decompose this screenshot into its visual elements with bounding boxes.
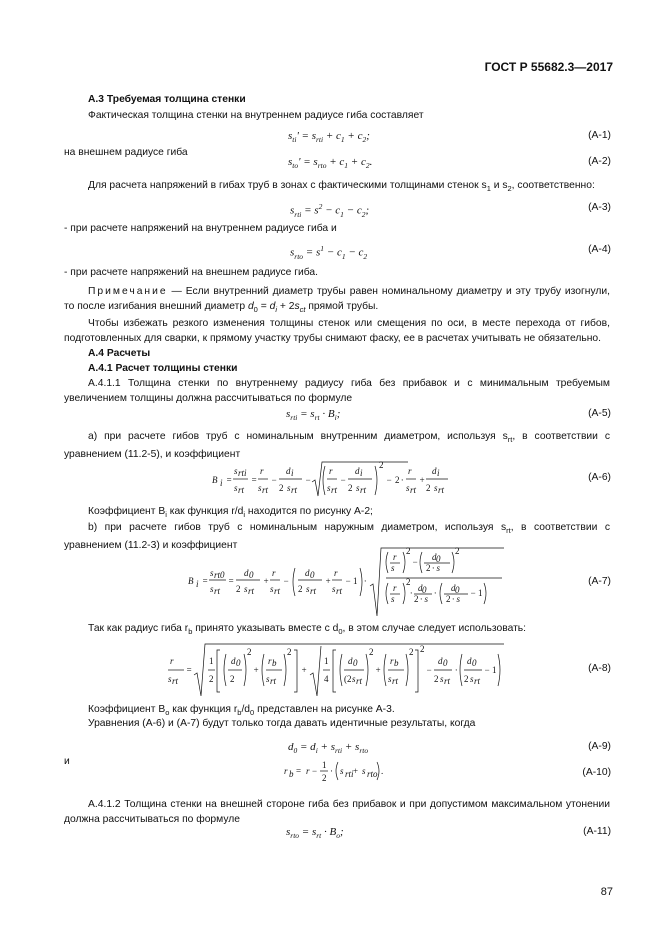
svg-text:1: 1 [209,656,214,666]
svg-text:r: r [170,656,174,666]
svg-text:rt: rt [270,676,277,686]
svg-text:=: = [226,475,233,485]
svg-text:(2: (2 [344,674,352,684]
svg-text:s: s [244,584,248,594]
svg-text:2: 2 [287,647,292,657]
svg-text:d: d [244,568,249,578]
svg-text:s: s [356,483,360,493]
svg-text:+: + [375,665,382,675]
svg-text:2: 2 [406,546,411,556]
equation-a5: $s_{rti} = s_{rt} \cdot B_i$; [286,408,341,423]
svg-text:rt: rt [444,676,451,686]
svg-text:0: 0 [249,570,254,580]
svg-text:1: 1 [492,665,497,675]
svg-text:s: s [234,483,238,493]
svg-text:·: · [364,576,367,586]
svg-text:2: 2 [236,584,241,594]
svg-text:4: 4 [324,674,329,684]
svg-text:rt: rt [438,485,445,495]
svg-text:2: 2 [322,773,327,783]
eq-number-a6: (A-6) [588,472,611,483]
equation-a10 [284,758,394,786]
svg-text:−: − [345,576,352,586]
svg-text:rt: rt [274,586,281,596]
svg-text:1: 1 [478,588,483,598]
svg-text:s: s [234,466,238,476]
svg-text:+: + [419,475,426,485]
equation-a6 [212,458,452,502]
svg-text:r: r [306,766,310,776]
svg-text:0: 0 [236,658,241,668]
svg-text:rt: rt [356,676,363,686]
svg-text:r: r [272,568,276,578]
equation-a3: $s_{rti} = s^2 - c_1 - c_2$; [290,202,370,219]
svg-text:2: 2 [279,483,284,493]
svg-text:=: = [296,766,302,776]
paragraph: Для расчета напряжений в гибах труб в зонах с фактическими толщинами стенок $s_1$ и $s_2$, соответственно: [88,180,595,194]
svg-text:s: s [470,674,474,684]
svg-text:· s: · s [452,594,461,604]
svg-text:+: + [353,766,359,776]
paragraph: b) при расчете гибов труб с номинальным наружным диаметром, используя $s_{rt}$, в соответствии с уравнением (11.2-3) и коэффициент [64,522,610,552]
svg-text:d: d [355,466,360,476]
svg-text:rt: rt [331,485,338,495]
paragraph: Фактическая толщина стенки на внутреннем радиусе гиба составляет [88,110,424,121]
svg-text:=: = [202,576,209,586]
svg-text:· s: · s [420,594,429,604]
svg-text:−: − [386,475,393,485]
svg-text:+: + [301,665,308,675]
bullet-item: - при расчете напряжений на внутреннем радиусе гиба и [64,223,337,234]
svg-text:−: − [271,475,278,485]
svg-text:2: 2 [348,483,353,493]
svg-text:1: 1 [322,760,327,770]
svg-text:d: d [231,656,236,666]
svg-text:s: s [306,584,310,594]
equation-a1: $s_{ti}' = s_{rti} + c_1 + c_2$; [288,130,370,145]
svg-text:b: b [289,769,294,779]
svg-text:s: s [406,483,410,493]
svg-text:.: . [381,766,384,776]
svg-text:rt: rt [214,586,221,596]
svg-text:r: r [390,656,394,666]
svg-text:2: 2 [406,577,411,587]
equation-a9: $d_0 = d_i + s_{rti} + s_{rto}$ [288,741,369,756]
svg-text:s: s [340,766,344,776]
svg-text:−: − [412,557,419,567]
svg-text:· s: · s [432,563,441,573]
svg-text:s: s [327,483,331,493]
svg-text:2: 2 [420,644,425,654]
eq-number-a11: (A-11) [583,826,611,837]
svg-text:s: s [168,674,172,684]
svg-text:s: s [287,483,291,493]
svg-text:i: i [220,478,223,488]
svg-text:0: 0 [310,570,315,580]
svg-text:2: 2 [395,475,400,485]
paragraph: Уравнения (А-6) и (А-7) будут только тогда давать идентичные результаты, когда [88,718,476,729]
svg-text:−: − [426,665,433,675]
svg-text:·: · [455,665,458,675]
svg-text:r: r [329,466,333,476]
svg-text:d: d [418,583,423,593]
svg-text:0: 0 [455,585,460,595]
svg-text:s: s [391,563,395,573]
svg-text:0: 0 [422,585,427,595]
svg-text:2: 2 [209,674,214,684]
svg-text:2: 2 [434,674,439,684]
svg-text:rto: rto [367,769,378,779]
svg-text:rt: rt [262,485,269,495]
svg-text:0: 0 [436,554,441,564]
svg-text:2: 2 [379,460,384,470]
svg-text:s: s [210,568,214,578]
svg-text:=: = [251,475,258,485]
svg-text:s: s [270,584,274,594]
eq-number-a9: (A-9) [588,741,611,752]
svg-text:0: 0 [443,658,448,668]
svg-text:r: r [334,568,338,578]
eq-number-a10: (A-10) [582,767,611,778]
svg-text:r: r [260,466,264,476]
svg-text:i: i [437,468,440,478]
svg-text:s: s [332,584,336,594]
svg-text:s: s [388,674,392,684]
svg-text:0: 0 [472,658,477,668]
svg-text:−: − [470,588,477,598]
svg-text:1: 1 [324,656,329,666]
svg-text:r: r [268,656,272,666]
svg-text:d: d [467,656,472,666]
note-paragraph: Примечание — Если внутренний диаметр трубы равен номинальному диаметру и эту трубу изогнули, то после изгибания внешний диаметр $d_0 = d_i + 2s_{ct}$ прямой трубы. [64,286,610,315]
svg-text:r: r [393,552,397,562]
svg-text:d: d [348,656,353,666]
paragraph: Чтобы избежать резкого изменения толщины стенок или смещения по оси, в месте перехода от гибов, подготовленных для сварки, к прямому участку трубы снимают фаску, ее в расчетах учитывать не обязательно. [64,318,610,344]
equation-a4: $s_{rto} = s^1 - c_1 - c_2$ [290,244,368,261]
eq-number-a1: (A-1) [588,130,611,141]
svg-text:·: · [434,588,437,598]
paragraph: А.4.1.1 Толщина стенки по внутреннему радиусу гиба без прибавок и с минимальным требуемым увеличением толщины должна рассчитываться по формуле [64,378,610,404]
paragraph: Так как радиус гиба $r_b$ принято указывать вместе с $d_0$, в этом случае следует использовать: [88,623,527,637]
svg-text:=: = [228,576,235,586]
svg-text:2: 2 [426,483,431,493]
svg-text:0: 0 [353,658,358,668]
eq-number-a8: (A-8) [588,663,611,674]
svg-text:B: B [188,576,194,586]
svg-text:s: s [210,584,214,594]
equation-a8 [168,642,508,700]
paragraph: А.4.1.2 Толщина стенки на внешней стороне гиба без прибавок и при допустимом максимальном утонении должна рассчитываться по формуле [64,799,610,825]
bullet-item: - при расчете напряжений на внешнем радиусе гиба. [64,267,318,278]
svg-text:s: s [362,766,366,776]
section-a3-title: А.3 Требуемая толщина стенки [88,94,246,105]
svg-text:2: 2 [247,647,252,657]
svg-text:r: r [284,766,288,776]
svg-text:b: b [272,658,277,668]
svg-text:+: + [325,576,332,586]
svg-text:2: 2 [409,647,414,657]
eq-number-a7: (A-7) [588,576,611,587]
svg-text:rti: rti [238,468,247,478]
svg-text:i: i [196,579,199,589]
svg-text:−: − [283,576,290,586]
svg-text:rt: rt [248,586,255,596]
eq-number-a5: (A-5) [588,408,611,419]
svg-text:s: s [258,483,262,493]
document-header: ГОСТ Р 55682.3—2017 [484,60,613,74]
paragraph: Коэффициент $B_o$ как функция $r_b/d_0$ представлен на рисунке А-3. [88,704,395,718]
svg-text:i: i [291,468,294,478]
svg-text:s: s [352,674,356,684]
svg-text:rt0: rt0 [214,570,225,580]
svg-text:·: · [410,588,413,598]
svg-text:2: 2 [298,584,303,594]
svg-text:s: s [391,594,395,604]
svg-text:2: 2 [446,594,451,604]
paragraph: Коэффициент $B_i$ как функция $r/d_i$ находится по рисунку А-2; [88,506,373,520]
svg-text:+: + [263,576,270,586]
equation-a2: $s_{to}' = s_{rto} + c_1 + c_2$. [288,156,373,171]
equation-a11: $s_{rto} = s_{rt} \cdot B_o$; [286,826,344,841]
eq-number-a4: (A-4) [588,244,611,255]
svg-text:d: d [438,656,443,666]
svg-text:1: 1 [353,576,358,586]
svg-text:rti: rti [345,769,354,779]
svg-text:2: 2 [369,647,374,657]
svg-text:rt: rt [474,676,481,686]
paragraph: а) при расчете гибов труб с номинальным внутренним диаметром, используя $s_{rt}$, в соответствии с уравнением (11.2-5), и коэффициент [64,431,610,461]
svg-text:s: s [434,483,438,493]
svg-text:d: d [286,466,291,476]
svg-text:−: − [312,766,318,776]
svg-text:s: s [440,674,444,684]
svg-text:=: = [186,665,193,675]
svg-text:d: d [432,552,437,562]
svg-text:s: s [266,674,270,684]
eq-number-a3: (A-3) [588,202,611,213]
svg-text:d: d [432,466,437,476]
eq-number-a2: (A-2) [588,156,611,167]
page-number: 87 [600,886,613,898]
equation-a7 [188,546,508,618]
svg-text:rt: rt [172,676,179,686]
svg-text:d: d [305,568,310,578]
svg-text:2: 2 [464,674,469,684]
svg-text:rt: rt [410,485,417,495]
svg-text:−: − [305,475,312,485]
svg-text:rt: rt [336,586,343,596]
svg-text:d: d [451,583,456,593]
svg-text:2: 2 [426,563,431,573]
svg-text:2: 2 [230,674,235,684]
svg-text:−: − [340,475,347,485]
paragraph: на внешнем радиусе гиба [64,147,188,158]
svg-text:r: r [393,583,397,593]
svg-text:rt: rt [238,485,245,495]
svg-text:rt: rt [392,676,399,686]
svg-text:rt: rt [310,586,317,596]
svg-text:·: · [330,766,333,776]
svg-text:rt: rt [360,485,367,495]
svg-text:B: B [212,475,218,485]
svg-text:2: 2 [414,594,419,604]
section-a4-title: А.4 Расчеты [88,348,151,359]
svg-text:b: b [394,658,399,668]
svg-text:r: r [408,466,412,476]
subsection-a41-title: А.4.1 Расчет толщины стенки [88,363,238,374]
svg-text:+: + [253,665,260,675]
svg-text:i: i [360,468,363,478]
svg-text:2: 2 [455,546,460,556]
svg-text:·: · [401,475,404,485]
conjunction: и [64,756,70,767]
svg-text:rt: rt [291,485,298,495]
svg-text:−: − [484,665,491,675]
